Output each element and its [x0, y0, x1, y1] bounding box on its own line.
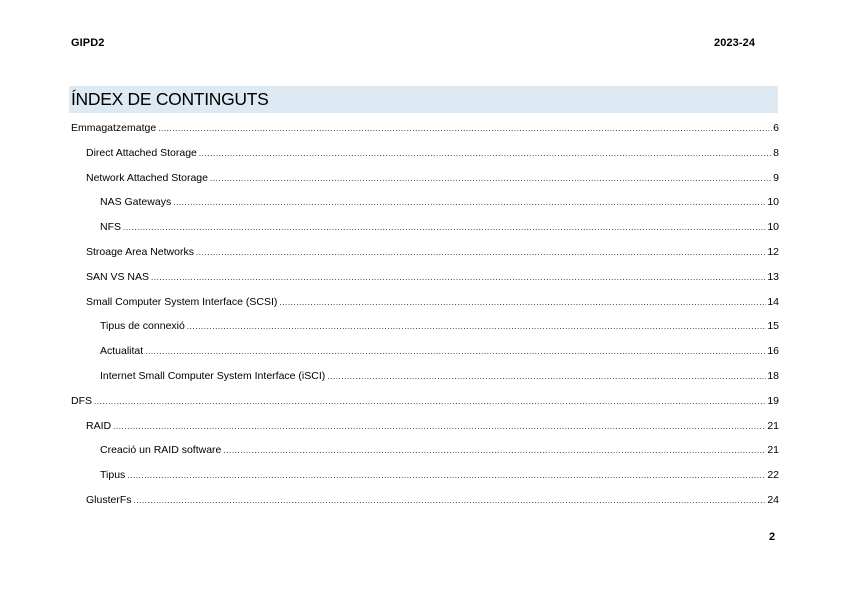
- toc-entry[interactable]: [86, 419, 779, 433]
- page-number: 2: [769, 531, 776, 543]
- toc-entry-page: 10: [767, 196, 779, 208]
- toc-entry[interactable]: [86, 171, 779, 185]
- toc-entry-page: 9: [773, 172, 779, 184]
- toc-entry[interactable]: [100, 443, 779, 457]
- toc-entry-page: 18: [767, 370, 779, 382]
- toc-entry-label: GlusterFs: [86, 494, 132, 506]
- toc-entry[interactable]: [100, 319, 779, 333]
- toc-dot-leader: [123, 220, 766, 234]
- toc-entry[interactable]: [86, 493, 779, 507]
- toc-entry[interactable]: [86, 270, 779, 284]
- toc-entry-label: NAS Gateways: [100, 196, 172, 208]
- toc-entry[interactable]: [86, 146, 779, 160]
- toc-entry[interactable]: [100, 369, 779, 383]
- header-right: 2023-24: [714, 37, 756, 49]
- toc-dot-leader: [210, 171, 772, 185]
- toc-entry[interactable]: [71, 394, 779, 408]
- toc-dot-leader: [151, 270, 766, 284]
- toc-entry-label: Network Attached Storage: [86, 172, 208, 184]
- toc-entry-label: Stroage Area Networks: [86, 246, 194, 258]
- toc-dot-leader: [158, 121, 772, 135]
- toc-entry-page: 8: [773, 147, 779, 159]
- toc-entry-page: 16: [767, 345, 779, 357]
- toc-entry-page: 12: [767, 246, 779, 258]
- toc-entry-page: 10: [767, 221, 779, 233]
- toc-dot-leader: [173, 195, 766, 209]
- toc-dot-leader: [113, 419, 766, 433]
- toc-entry-page: 22: [767, 469, 779, 481]
- toc-dot-leader: [145, 344, 766, 358]
- toc-title-band: [69, 86, 778, 113]
- toc-dot-leader: [279, 295, 766, 309]
- toc-entry[interactable]: [100, 220, 779, 234]
- toc-entry-label: NFS: [100, 221, 121, 233]
- toc-dot-leader: [94, 394, 766, 408]
- toc-dot-leader: [127, 468, 766, 482]
- toc-dot-leader: [327, 369, 766, 383]
- toc-entry-label: Internet Small Computer System Interface (iSCI): [100, 370, 326, 382]
- toc-entry[interactable]: [86, 245, 779, 259]
- toc-entry-page: 24: [767, 494, 779, 506]
- toc-entry-label: Tipus: [100, 469, 126, 481]
- toc-title: ÍNDEX DE CONTINGUTS: [71, 89, 269, 109]
- toc-dot-leader: [187, 319, 766, 333]
- toc-entry-page: 13: [767, 271, 779, 283]
- toc-entry-label: Creació un RAID software: [100, 444, 222, 456]
- toc-entry-page: 15: [767, 320, 779, 332]
- toc-entry-label: Emmagatzematge: [71, 122, 157, 134]
- toc-entry[interactable]: [100, 468, 779, 482]
- toc-entry[interactable]: [100, 344, 779, 358]
- toc-entry-label: Tipus de connexió: [100, 320, 185, 332]
- toc-dot-leader: [134, 493, 767, 507]
- toc-entry-label: SAN VS NAS: [86, 271, 150, 283]
- toc-dot-leader: [199, 146, 772, 160]
- toc-entry-label: Small Computer System Interface (SCSI): [86, 296, 278, 308]
- toc-entry-page: 6: [773, 122, 779, 134]
- toc-entry[interactable]: [86, 295, 779, 309]
- header-left: GIPD2: [71, 37, 105, 49]
- toc-entry-page: 19: [767, 395, 779, 407]
- toc-entry-page: 21: [767, 420, 779, 432]
- toc-entry-page: 14: [767, 296, 779, 308]
- toc-entry[interactable]: [71, 121, 779, 135]
- toc-dot-leader: [196, 245, 766, 259]
- toc-entry-page: 21: [767, 444, 779, 456]
- toc-entry-label: DFS: [71, 395, 92, 407]
- toc-entry-label: Direct Attached Storage: [86, 147, 197, 159]
- toc-entry-label: Actualitat: [100, 345, 144, 357]
- toc-entry-label: RAID: [86, 420, 112, 432]
- toc-entry[interactable]: [100, 195, 779, 209]
- toc-dot-leader: [223, 443, 766, 457]
